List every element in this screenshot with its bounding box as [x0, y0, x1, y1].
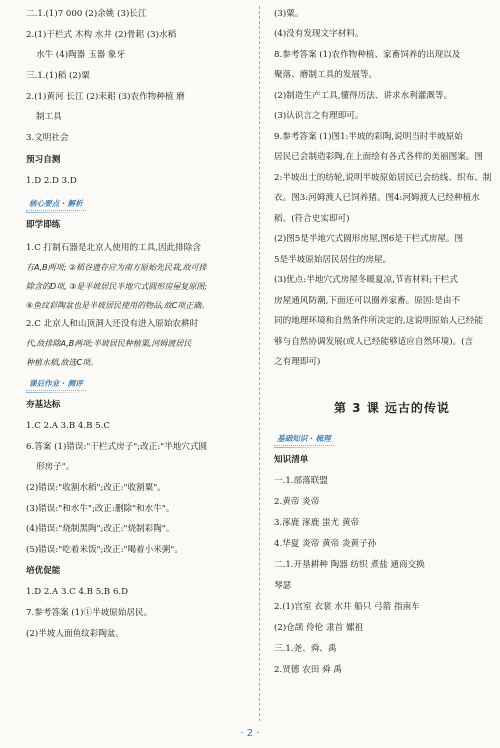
- section-tag: 基础知识 · 梳理: [274, 433, 334, 446]
- answer-line: 1.C 打制石器是北京人使用的工具,因此排除含: [26, 243, 201, 253]
- answer-line: 够与自然协调发展(或人已经能够适应自然环境)。(言: [274, 337, 474, 347]
- answer-line: (2)错误:"收割水稻";改正:"收割粟"。: [26, 483, 166, 493]
- answer-line: 2.黄帝 炎帝: [274, 497, 320, 507]
- answer-line: 1.D 2.A 3.C 4.B 5.B 6.D: [26, 587, 129, 597]
- explanation-line: ④鱼纹彩陶盆也是半坡居民使用的物品,故C项正确。: [26, 301, 210, 310]
- answer-line: 三.1.尧、舜、禹: [274, 644, 337, 654]
- answer-line: 2.(1)黄河 长江 (2)耒耜 (3)农作物种植 磨: [26, 92, 185, 102]
- section-tag: 课后作业 · 测评: [26, 378, 86, 391]
- answer-line: (3)认识言之有理即可。: [274, 111, 364, 121]
- answer-line: (3)粟。: [274, 9, 304, 19]
- answer-line: (2)图5是半地穴式圆形房屋,图6是干栏式房屋。图: [274, 234, 464, 244]
- explanation-line: 除含的D项, ③是半坡居民半地穴式圆形房屋复原图;: [26, 282, 208, 291]
- answer-line: (3)错误:"和水牛";改正:删除"和水牛"。: [26, 504, 175, 514]
- explanation-line: 种植水稻,故选C项。: [26, 358, 99, 367]
- answer-line: 2.C 北京人和山顶洞人还没有进入原始农耕时: [26, 319, 199, 329]
- answer-line: (5)错误:"吃着米饭";改正:"喝着小米粥"。: [26, 545, 183, 555]
- answer-line: 1.C 2.A 3.B 4.B 5.C: [26, 421, 110, 431]
- column-divider: [259, 6, 260, 721]
- answer-line: 6.答案 (1)错误:"干栏式房子";改正:"半地穴式圆: [26, 442, 208, 452]
- section-heading: 知识清单: [274, 455, 309, 465]
- answer-line: 5是半坡原始居民居住的房屋。: [274, 255, 392, 265]
- section-heading: 培优促能: [26, 566, 61, 576]
- answer-line: 二.1.(1)7 000 (2)余姚 (3)长江: [26, 9, 147, 19]
- answer-line: 3.涿鹿 涿鹿 蚩尤 黄帝: [274, 518, 360, 528]
- answer-line: 居民已会制造彩陶,在上面绘有各式各样的美丽图案。图: [274, 152, 483, 162]
- answer-line: 三.1.(1)稻 (2)粟: [26, 71, 90, 81]
- answer-line: (3)优点:半地穴式房屋冬暖夏凉,节省材料;干栏式: [274, 275, 458, 285]
- answer-line: 同的地理环境和自然条件所决定的,这说明原始人已经能: [274, 316, 483, 326]
- answer-line: 9.参考答案 (1)图1:半坡的彩陶,说明当时半坡原始: [274, 132, 463, 142]
- answer-line: 聚落、磨制工具的发展等。: [274, 70, 378, 80]
- answer-line: 一.1.部落联盟: [274, 476, 328, 486]
- answer-line: (2)仓颉 伶伦 隶首 嫘祖: [274, 623, 364, 633]
- answer-line: 琴瑟: [274, 581, 292, 591]
- answer-line: 8.参考答案 (1)农作物种植、家畜饲养的出现以及: [274, 50, 461, 60]
- answer-line: 2:半坡出土的纺轮,说明半坡原始居民已会纺线、织布、制: [274, 173, 492, 183]
- answer-line: 3.文明社会: [26, 133, 69, 143]
- lesson-title: 第 3 课 远古的传说: [334, 401, 450, 415]
- answer-line: 形房子"。: [36, 462, 75, 472]
- answer-line: 稻。(符合史实即可): [274, 214, 350, 224]
- answer-line: 7.参考答案 (1)①半坡原始居民。: [26, 608, 153, 618]
- section-tag: 核心要点 · 解析: [26, 198, 86, 211]
- section-heading: 夯基达标: [26, 400, 61, 410]
- answer-line: 2.贤德 农田 舜 禹: [274, 665, 342, 675]
- page-number: · 2 ·: [240, 728, 260, 739]
- answer-line: (4)错误:"烧制黑陶";改正:"烧制彩陶"。: [26, 524, 175, 534]
- answer-line: 2.(1)宫室 衣裳 水井 船只 弓箭 指南车: [274, 602, 420, 612]
- answer-line: (2)制造生产工具,懂得历法、讲求水利灌溉等。: [274, 91, 453, 101]
- answer-line: 二.1.开垦耕种 陶器 纺织 煮盐 通商交换: [274, 560, 425, 570]
- answer-line: 之有理即可): [274, 357, 321, 367]
- section-heading: 预习自测: [26, 155, 61, 165]
- explanation-line: 有A,B两项; ②稻谷遗存应为南方原始先民栽,故可排: [26, 263, 207, 272]
- answer-line: 房屋通风防潮,下面还可以圈养家畜。原因:是由不: [274, 296, 461, 306]
- explanation-line: 代,故排除A,B两项;半坡居民种植粟,河姆渡居民: [26, 339, 192, 348]
- answer-line: 4.华夏 炎帝 黄帝 炎黄子孙: [274, 539, 377, 549]
- answer-line: 1.D 2.D 3.D: [26, 176, 77, 186]
- section-heading: 即学即练: [26, 220, 61, 230]
- answer-line: (4)没有发现文字材料。: [274, 29, 364, 39]
- answer-line: 制工具: [36, 112, 62, 122]
- answer-line: (2)半坡人面鱼纹彩陶盆。: [26, 629, 125, 639]
- answer-line: 水牛 (4)陶器 玉器 象牙: [36, 50, 126, 60]
- answer-line: 衣。图3:河姆渡人已饲养猪。图4:河姆渡人已经种植水: [274, 193, 480, 203]
- answer-line: 2.(1)干栏式 木构 水井 (2)骨耜 (3)水稻: [26, 30, 177, 40]
